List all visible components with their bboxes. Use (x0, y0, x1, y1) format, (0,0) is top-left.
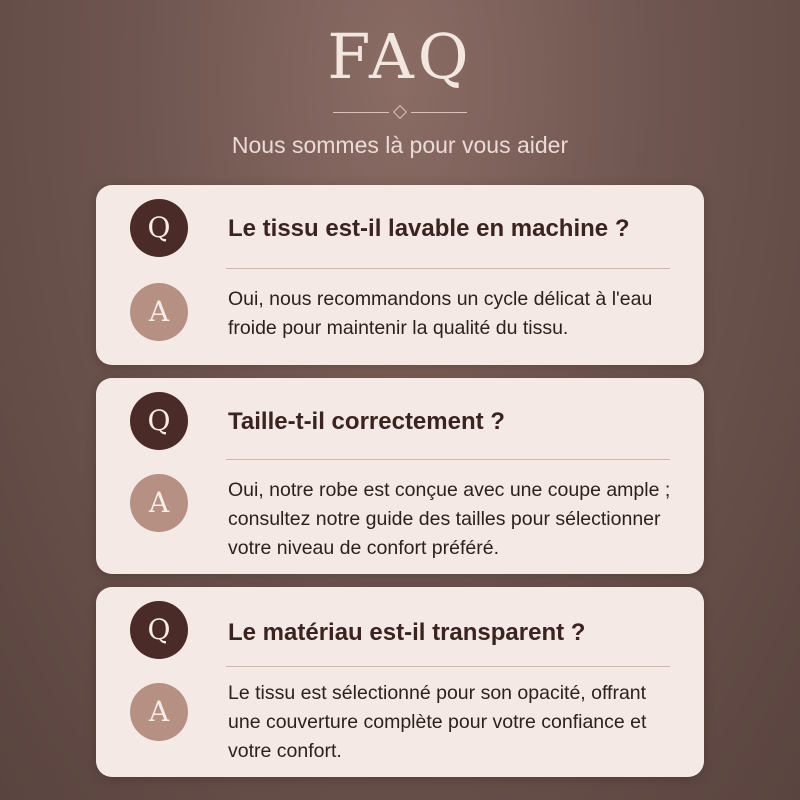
card-divider (226, 666, 670, 667)
faq-question: Le matériau est-il transparent ? (228, 619, 586, 646)
faq-question: Taille-t-il correctement ? (228, 408, 505, 435)
faq-header (0, 0, 800, 180)
answer-badge-icon: A (130, 283, 188, 341)
faq-card (96, 378, 704, 574)
card-divider (226, 459, 670, 460)
divider-line-left (333, 112, 389, 113)
question-badge-icon: Q (130, 392, 188, 450)
page-title: FAQ (327, 20, 473, 93)
faq-card (96, 185, 704, 365)
page-subtitle: Nous sommes là pour vous aider (231, 132, 569, 158)
faq-card (96, 587, 704, 777)
faq-answer: Oui, nous recommandons un cycle délicat à l'eau froide pour maintenir la qualité du tissu. (228, 288, 653, 339)
answer-badge-icon: A (130, 474, 188, 532)
answer-badge-icon: A (130, 683, 188, 741)
diamond-icon (393, 105, 407, 119)
question-badge-icon: Q (130, 199, 188, 257)
faq-question: Le tissu est-il lavable en machine ? (228, 215, 630, 242)
question-badge-icon: Q (130, 601, 188, 659)
faq-answer: Oui, notre robe est conçue avec une coupe ample ; consultez notre guide des tailles pour sélectionner votre niveau de confort préféré. (228, 479, 671, 559)
card-divider (226, 268, 670, 269)
title-divider (333, 106, 467, 118)
divider-line-right (411, 112, 467, 113)
faq-answer: Le tissu est sélectionné pour son opacité, offrant une couverture complète pour votre confiance et votre confort. (228, 682, 647, 762)
